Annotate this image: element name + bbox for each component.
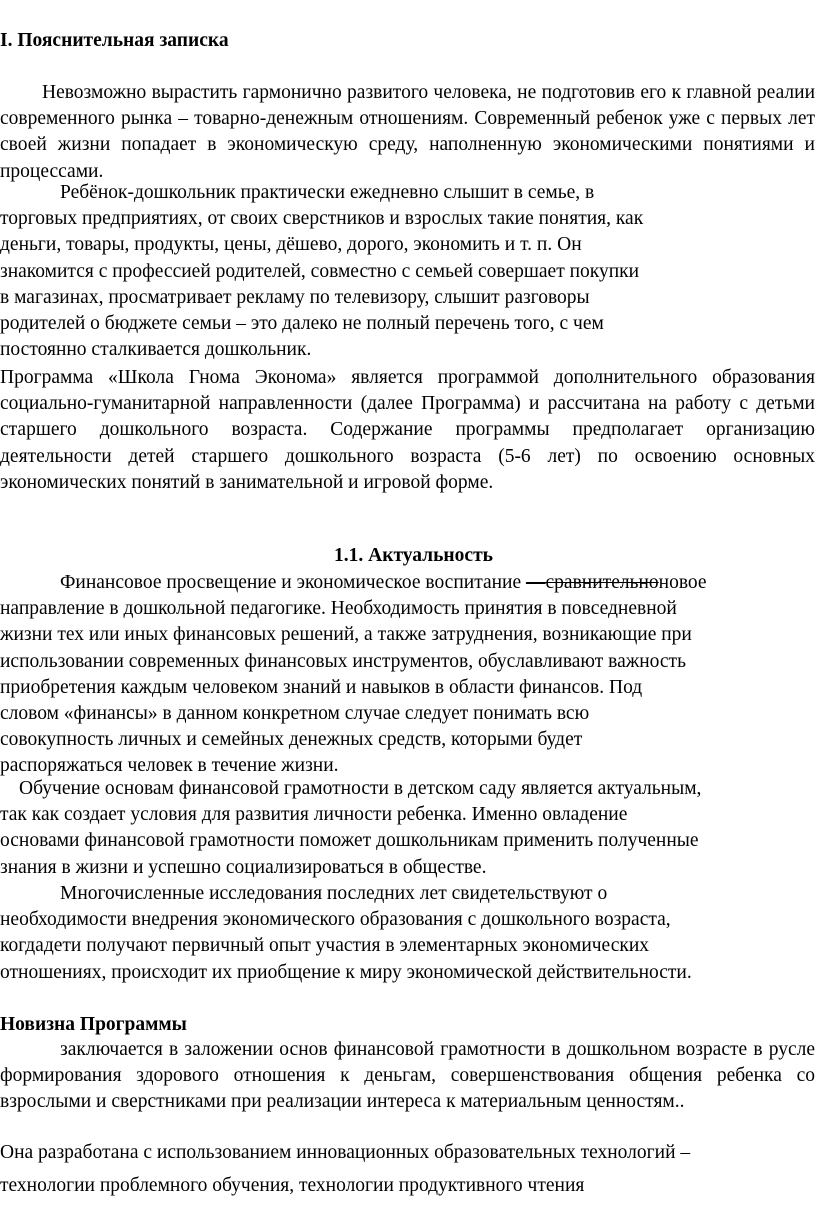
text-line: приобретения каждым человеком знаний и навыков в области финансов. Под xyxy=(0,676,643,698)
text-line: основами финансовой грамотности поможет дошкольникам применить полученные xyxy=(0,830,699,852)
section-heading-novelty: Новизна Программы xyxy=(0,1014,187,1035)
paragraph-program-description: Программа «Школа Гнома Эконома» является программой дополнительного образования социально-гуманитарной направленности (далее Программа) и рассчитана на работу с детьми старшего дошкольного возраста. Содержание программы предполагает организацию деятельности детей старшего дошкольного возраста (5-6 лет) по освоению основных экономических понятий в занимательной и игровой форме. xyxy=(0,367,815,493)
text-line xyxy=(0,570,815,596)
paragraph-novelty-2 xyxy=(0,1140,815,1199)
text-line: технологии проблемного обучения, технологии продуктивного чтения xyxy=(0,1175,585,1197)
text-line: использовании современных финансовых инструментов, обуславливают важность xyxy=(0,650,686,672)
text-line: отношениях, происходит их приобщение к миру экономической действительности. xyxy=(0,961,692,983)
text-line: знакомится с профессией родителей, совместно с семьей совершает покупки xyxy=(0,260,640,282)
paragraph-relevance-3 xyxy=(0,881,815,986)
text-line: Ребёнок-дошкольник практически ежедневно слышит в семье, в xyxy=(60,182,595,203)
text-line: Многочисленные исследования последних лет свидетельствуют о xyxy=(60,883,608,904)
section-heading-relevance: 1.1. Актуальность xyxy=(334,545,493,566)
text-fragment: Финансовое просвещение и экономическое воспитание xyxy=(60,572,527,593)
text-line: в магазинах, просматривает рекламу по телевизору, слышит разговоры xyxy=(0,286,590,308)
text-line: торговых предприятиях, от своих сверстников и взрослых такие понятия, как xyxy=(0,208,644,230)
text-fragment: новое xyxy=(658,572,707,593)
text-line: постоянно сталкивается дошкольник. xyxy=(0,339,312,361)
paragraph-relevance-2 xyxy=(0,776,815,881)
text-line: распоряжаться человек в течение жизни. xyxy=(0,755,339,777)
text-line: деньги, товары, продукты, цены, дёшево, дорого, экономить и т. п. Он xyxy=(0,234,582,256)
struck-text: —сравнительно xyxy=(526,572,659,593)
text-line: необходимости внедрения экономического образования с дошкольного возраста, xyxy=(0,909,671,931)
text-line: жизни тех или иных финансовых решений, а также затруднения, возникающие при xyxy=(0,624,692,646)
paragraph-relevance-1 xyxy=(0,570,815,780)
paragraph-novelty-1: заключается в заложении основ финансовой грамотности в дошкольном возрасте в русле формирования здорового отношения к деньгам, совершенствования общения ребенка со взрослыми и сверстниками при реализации интереса к материальным ценностям.. xyxy=(0,1039,815,1113)
text-line: направление в дошкольной педагогике. Необходимость принятия в повседневной xyxy=(0,598,677,620)
text-line: совокупность личных и семейных денежных средств, которыми будет xyxy=(0,729,583,751)
paragraph-intro-1: Невозможно вырастить гармонично развитого человека, не подготовив его к главной реалии современного рынка – товарно-денежным отношениям. Современный ребенок уже с первых лет своей жизни попадает в экономическую среду, наполненную экономическими понятиями и процессами. xyxy=(0,82,815,182)
text-line: словом «финансы» в данном конкретном случае следует понимать всю xyxy=(0,703,590,725)
text-line: когдадети получают первичный опыт участия в элементарных экономических xyxy=(0,935,650,957)
text-line: Она разработана с использованием инновационных образовательных технологий – xyxy=(0,1142,691,1163)
paragraph-intro-2 xyxy=(0,180,815,363)
section-heading-explanatory-note: I. Пояснительная записка xyxy=(0,30,229,51)
text-line: так как создает условия для развития личности ребенка. Именно овладение xyxy=(0,804,628,826)
text-line: родителей о бюджете семьи – это далеко не полный перечень того, с чем xyxy=(0,313,604,335)
text-line: знания в жизни и успешно социализироваться в обществе. xyxy=(0,856,487,878)
text-line: Обучение основам финансовой грамотности в детском саду является актуальным, xyxy=(19,778,702,799)
